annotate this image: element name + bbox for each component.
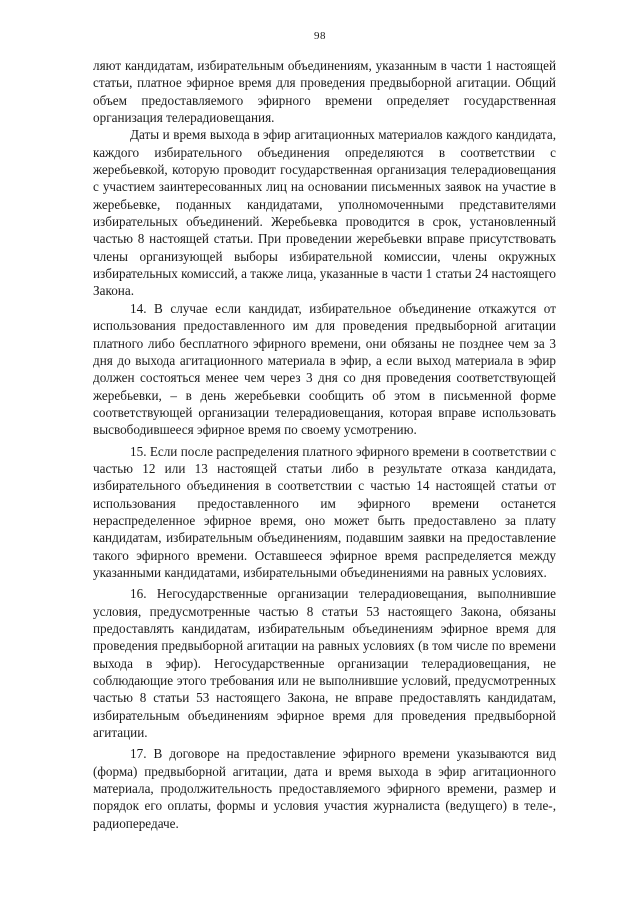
page-number: 98 bbox=[314, 30, 326, 42]
paragraph-section-15: 15. Если после распределения платного эфирного времени в соответствии с частью 12 или 13 настоящей статьи либо в результате отказа кандидата, избирательного объединения в соответствии с частью 14 настоящей статьи от использования предоставленного им эфирного времени останется нераспределенное эфирное время, оно может быть предоставлено за плату кандидатам, избирательным объединениям, подавшим заявки на предоставление такого эфирного времени. Оставшееся эфирное время распределяется между указанными кандидатами, избирательными объединениями на равных условиях. bbox=[93, 443, 556, 580]
paragraph-broadcast-lottery: Даты и время выхода в эфир агитационных материалов каждого кандидата, каждого избирательного объединения определяются в соответствии с жеребьевкой, которую проводит государственная организация телерадиовещания с участием заинтересованных лиц на основании письменных заявок на участие в жеребьевке, поданных кандидатами, уполномоченными представителями избирательных объединений. Жеребьевка проводится в срок, установленный частью 8 настоящей статьи. При проведении жеребьевки вправе присутствовать члены организующей выборы избирательной комиссии, члены окружных избирательных комиссий, а также лица, указанные в части 1 статьи 24 настоящего Закона. bbox=[93, 127, 556, 299]
paragraph-section-14: 14. В случае если кандидат, избирательное объединение откажутся от использования предоставленного им для проведения предвыборной агитации платного либо бесплатного эфирного времени, они обязаны не позднее чем за 3 дня до выхода агитационного материала в эфир, а если выход материала в эфир должен состояться менее чем через 3 дня со дня проведения соответствующей жеребьевки, – в день жеребьевки сообщить об этом в письменной форме соответствующей организации телерадиовещания, которая вправе использовать высвободившееся эфирное время по своему усмотрению. bbox=[93, 300, 556, 438]
paragraph-section-17: 17. В договоре на предоставление эфирного времени указываются вид (форма) предвыборной агитации, дата и время выхода в эфир агитационного материала, продолжительность предоставляемого эфирного времени, размер и порядок его оплаты, формы и условия участия журналиста (ведущего) в теле-, радиопередаче. bbox=[93, 746, 556, 831]
document-body bbox=[93, 57, 556, 832]
paragraph-section-16: 16. Негосударственные организации телерадиовещания, выполнившие условия, предусмотренные частью 8 статьи 53 настоящего Закона, обязаны предоставлять кандидатам, избирательным объединениям эфирное время для проведения предвыборной агитации на равных условиях (в том числе по времени выхода в эфир). Негосударственные организации телерадиовещания, не соблюдающие этого требования или не выполнившие условий, предусмотренных частью 8 статьи 53 настоящего Закона, не вправе предоставлять кандидатам, избирательным объединениям эфирное время для проведения предвыборной агитации. bbox=[93, 586, 556, 741]
paragraph-continuation: ляют кандидатам, избирательным объединениям, указанным в части 1 настоящей статьи, платное эфирное время для проведения предвыборной агитации. Общий объем предоставляемого эфирного времени определяет государственная организация телерадиовещания. bbox=[93, 58, 556, 126]
